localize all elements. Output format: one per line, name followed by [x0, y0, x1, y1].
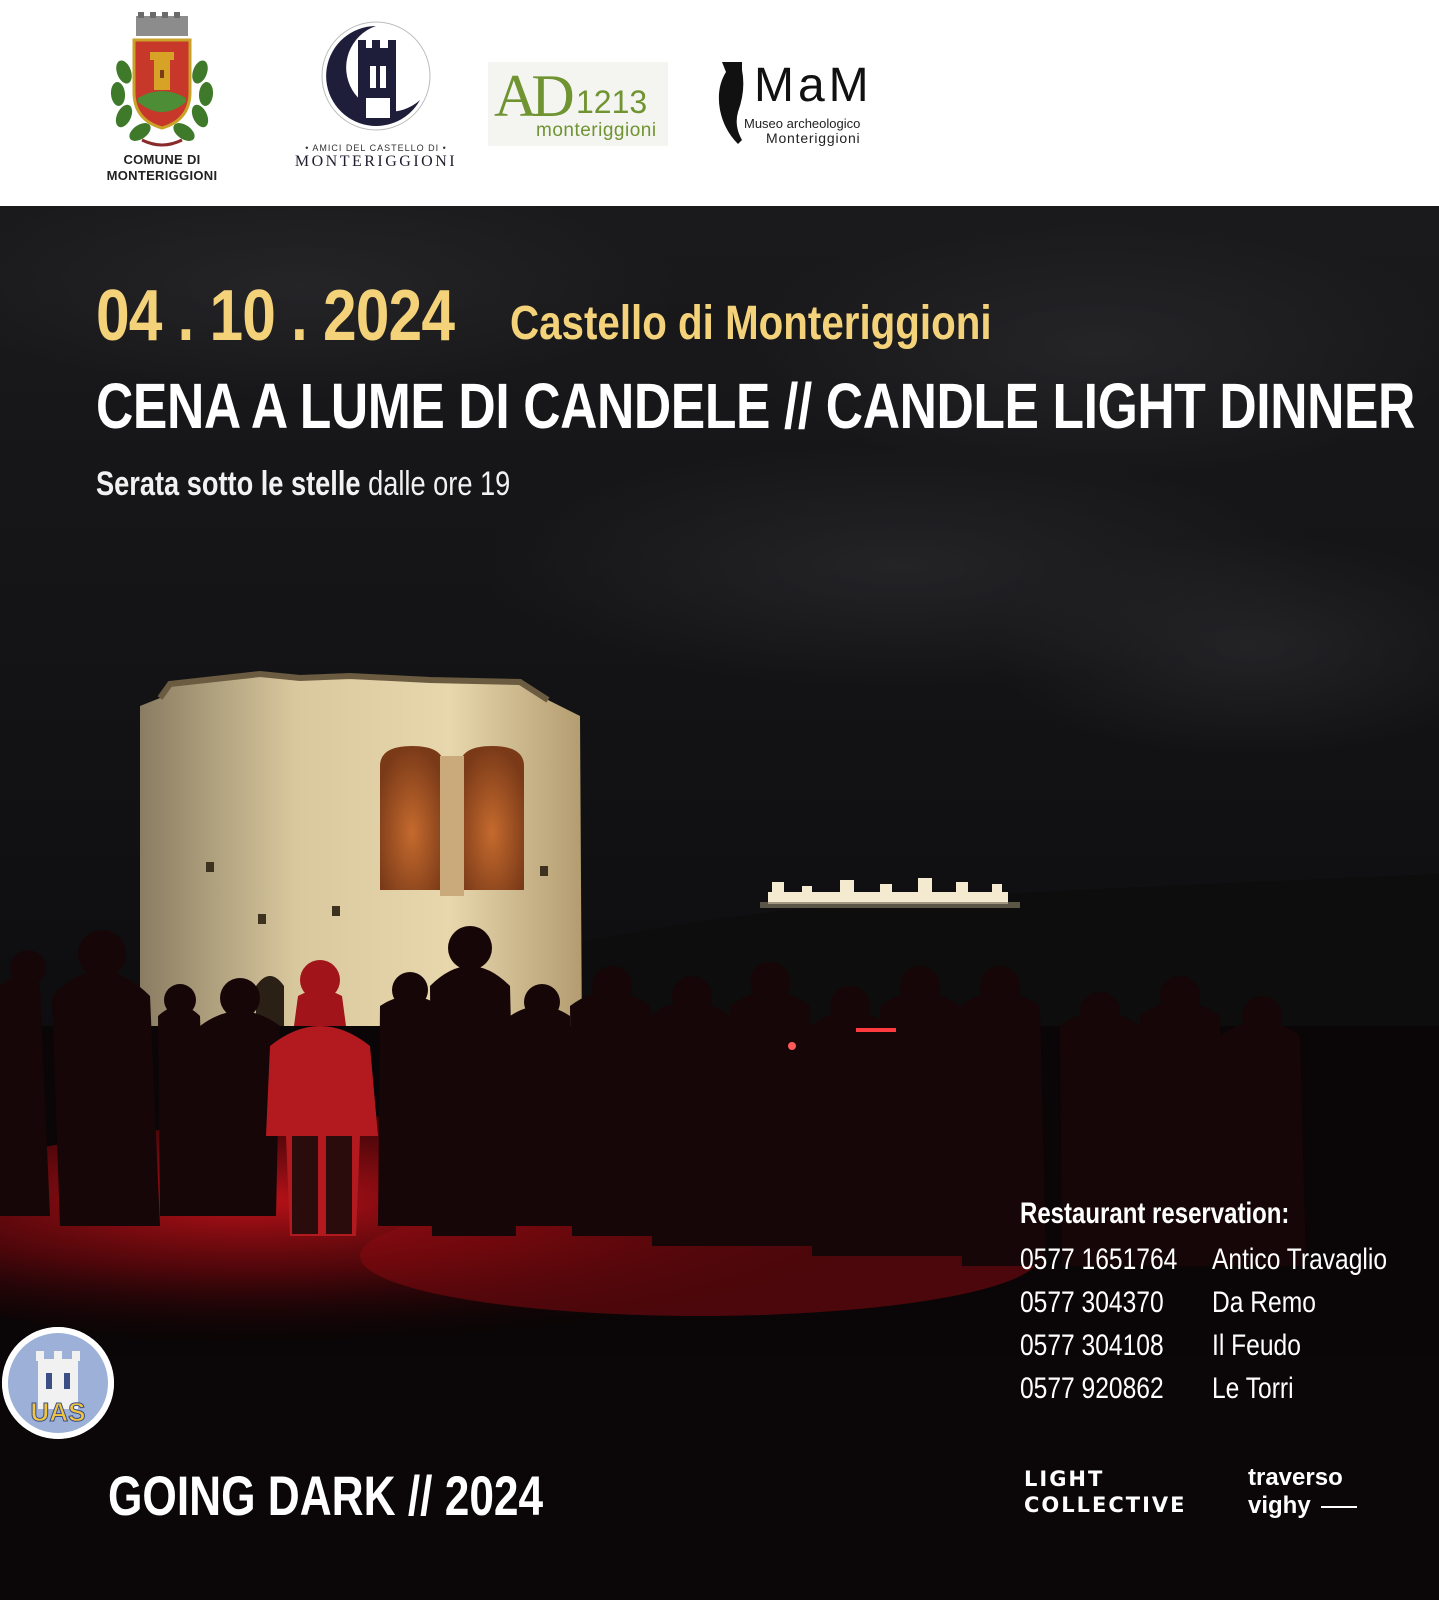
traverso-dash-icon: [1321, 1506, 1357, 1508]
amici-caption-small: • AMICI DEL CASTELLO DI •: [305, 143, 447, 153]
event-subtitle: [96, 462, 510, 506]
reservation-phone[interactable]: 0577 304370: [1020, 1286, 1164, 1319]
event-date: 04 . 10 . 2024: [96, 276, 455, 356]
traverso-line-1: traverso: [1248, 1464, 1343, 1491]
light-collective-line-1: LIGHT: [1024, 1467, 1105, 1491]
logo-strip: [0, 0, 1439, 206]
event-venue: Castello di Monteriggioni: [510, 297, 992, 350]
comune-caption-line-1: COMUNE DI: [123, 152, 201, 167]
mam-line-1: Museo archeologico: [744, 116, 861, 131]
uas-badge-icon: [0, 1325, 116, 1441]
mam-logo: [716, 60, 880, 146]
reservation-block: [1020, 1196, 1420, 1412]
traverso-vighy-logo: [1248, 1464, 1357, 1520]
reservation-row: [1020, 1240, 1420, 1283]
reservation-row: [1020, 1283, 1420, 1326]
comune-caption-line-2: MONTERIGGIONI: [106, 168, 218, 183]
mam-vase-icon: [716, 60, 756, 146]
event-title: CENA A LUME DI CANDELE // CANDLE LIGHT DINNER: [96, 370, 1415, 442]
reservation-restaurant: Il Feudo: [1212, 1329, 1301, 1362]
light-collective-line-2: COLLECTIVE: [1024, 1493, 1187, 1517]
traverso-line-2: vighy: [1248, 1492, 1311, 1519]
reservation-phone[interactable]: 0577 1651764: [1020, 1243, 1178, 1276]
comune-logo: [92, 12, 232, 196]
mam-line-2: Monteriggioni: [766, 130, 861, 146]
reservation-heading: Restaurant reservation:: [1020, 1197, 1290, 1230]
reservation-phone[interactable]: 0577 304108: [1020, 1329, 1164, 1362]
reservation-row: [1020, 1369, 1420, 1412]
mam-mark: MaM: [754, 59, 873, 112]
amici-castle-moon-icon: [316, 18, 436, 136]
reservation-restaurant: Da Remo: [1212, 1286, 1316, 1319]
reservation-row: [1020, 1326, 1420, 1369]
reservation-restaurant: Antico Travaglio: [1212, 1243, 1388, 1276]
svg-text:UAS: UAS: [30, 1397, 86, 1427]
amici-logo: [286, 18, 466, 188]
event-subtitle-bold: Serata sotto le stelle: [96, 465, 361, 503]
ad1213-logo: [488, 62, 668, 146]
reservation-restaurant: Le Torri: [1212, 1372, 1294, 1405]
campaign-title: GOING DARK // 2024: [108, 1464, 544, 1527]
event-subtitle-rest: dalle ore 19: [360, 465, 511, 503]
ad1213-number: 1213: [576, 84, 648, 120]
ad1213-mark: AD: [494, 63, 569, 129]
light-collective-logo: [1024, 1466, 1187, 1518]
reservation-phone[interactable]: 0577 920862: [1020, 1372, 1164, 1405]
ad1213-place: monteriggioni: [536, 120, 657, 141]
comune-crest-icon: [102, 12, 222, 150]
amici-caption-big: MONTERIGGIONI: [294, 153, 458, 170]
